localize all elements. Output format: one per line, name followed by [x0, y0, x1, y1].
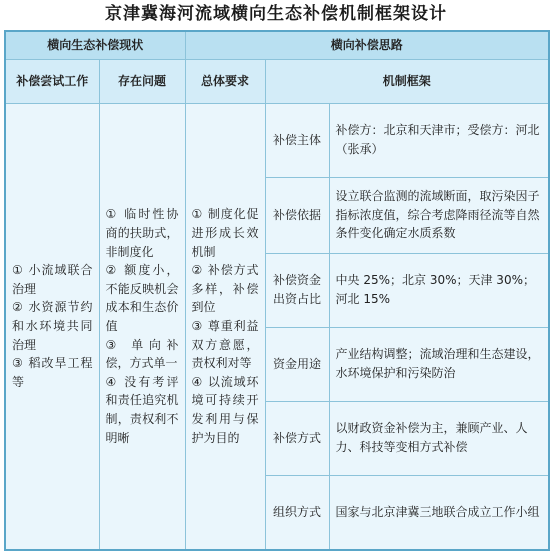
framework-label-method: 补偿方式 — [265, 401, 329, 475]
framework-table — [4, 30, 550, 551]
framework-text-method: 以财政资金补偿为主，兼顾产业、人力、科技等变相方式补偿 — [329, 401, 549, 475]
problems-text: ① 临时性协商的扶助式，非制度化 ② 额度小，不能反映机会成本和生态价值 ③ 单向补偿，方式单一 ④ 没有考评和责任追究机制，责权利不明晰 — [105, 207, 179, 445]
framework-label-organization: 组织方式 — [265, 475, 329, 550]
framework-text-basis: 设立联合监测的流域断面，取污染因子指标浓度值，综合考虑降雨径流等自然条件变化确定水质系数 — [329, 177, 549, 253]
framework-label-fund-use: 资金用途 — [265, 327, 329, 401]
requirements-cell — [185, 103, 265, 550]
page-title: 京津冀海河流域横向生态补偿机制框架设计 — [105, 4, 447, 24]
header-status: 横向生态补偿现状 — [5, 31, 185, 59]
framework-text-organization: 国家与北京津冀三地联合成立工作小组 — [329, 475, 549, 550]
attempts-cell — [5, 103, 99, 550]
framework-text-fund-use: 产业结构调整；流域治理和生态建设，水环境保护和污染防治 — [329, 327, 549, 401]
framework-text-funding-ratio: 中央 25%；北京 30%；天津 30%；河北 15% — [329, 253, 549, 327]
framework-label-basis: 补偿依据 — [265, 177, 329, 253]
framework-label-subject: 补偿主体 — [265, 103, 329, 177]
framework-text-subject: 补偿方：北京和天津市；受偿方：河北（张承） — [329, 103, 549, 177]
requirements-text: ① 制度化促进形成长效机制 ② 补偿方式多样，补偿到位 ③ 尊重利益双方意愿，责权利对等 ④ 以流域环境可持续开发利用与保护为目的 — [191, 207, 259, 445]
header-problems: 存在问题 — [99, 59, 185, 103]
attempts-text: ① 小流域联合治理 ② 水资源节约和水环境共同治理 ③ 稻改旱工程等 — [12, 263, 93, 389]
header-approach: 横向补偿思路 — [185, 31, 549, 59]
header-requirements: 总体要求 — [185, 59, 265, 103]
header-attempts: 补偿尝试工作 — [5, 59, 99, 103]
framework-label-funding-ratio: 补偿资金出资占比 — [265, 253, 329, 327]
header-framework: 机制框架 — [265, 59, 549, 103]
problems-cell — [99, 103, 185, 550]
